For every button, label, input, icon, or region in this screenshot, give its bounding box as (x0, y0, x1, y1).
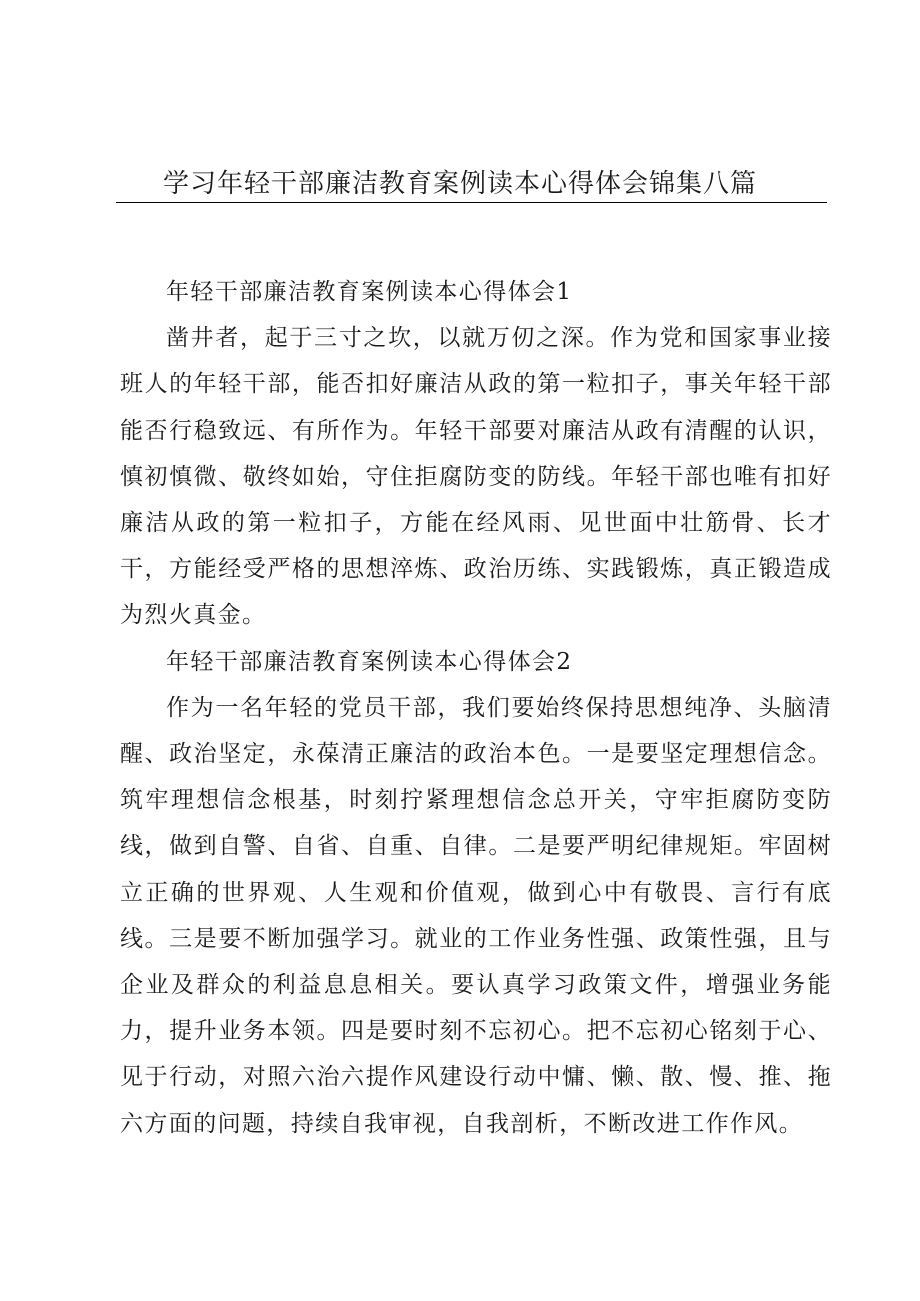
section-paragraph-2: 作为一名年轻的党员干部，我们要始终保持思想纯净、头脑清醒、政治坚定，永葆清正廉洁的政治本色。一是要坚定理想信念。筑牢理想信念根基，时刻拧紧理想信念总开关，守牢拒腐防变防线，做到自警、自省、自重、自律。二是要严明纪律规矩。牢固树立正确的世界观、人生观和价值观，做到心中有敬畏、言行有底线。三是要不断加强学习。就业的工作业务性强、政策性强，且与企业及群众的利益息息相关。要认真学习政策文件，增强业务能力，提升业务本领。四是要时刻不忘初心。把不忘初心铭刻于心、见于行动，对照六治六提作风建设行动中慵、懒、散、慢、推、拖六方面的问题，持续自我审视，自我剖析，不断改进工作作风。 (120, 694, 832, 1137)
section-paragraph-1: 凿井者，起于三寸之坎，以就万仞之深。作为党和国家事业接班人的年轻干部，能否扣好廉洁从政的第一粒扣子，事关年轻干部能否行稳致远、有所作为。年轻干部要对廉洁从政有清醒的认识，慎初慎微、敬终如始，守住拒腐防变的防线。年轻干部也唯有扣好廉洁从政的第一粒扣子，方能在经风雨、见世面中壮筋骨、长才干，方能经受严格的思想淬炼、政治历练、实践锻炼，真正锻造成为烈火真金。 (120, 325, 832, 629)
title-underline (116, 202, 827, 203)
section-heading-1: 年轻干部廉洁教育案例读本心得体会1 (166, 279, 573, 305)
document-title: 学习年轻干部廉洁教育案例读本心得体会锦集八篇 (162, 169, 757, 199)
section-heading-2: 年轻干部廉洁教育案例读本心得体会2 (166, 648, 573, 675)
document-body (120, 269, 832, 1147)
